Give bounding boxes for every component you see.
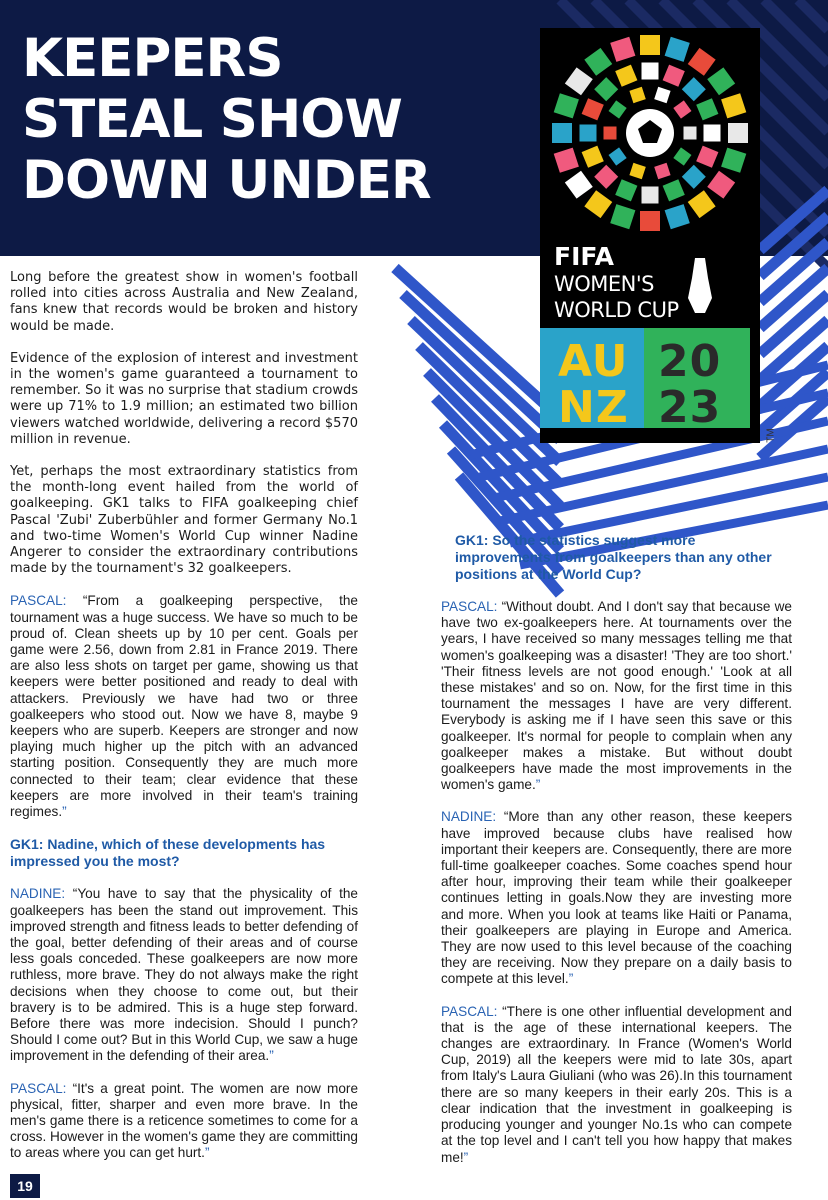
title-line: DOWN UNDER — [22, 150, 431, 211]
emblem-tile — [594, 77, 618, 101]
emblem-tile — [682, 77, 706, 101]
emblem-tile — [609, 147, 627, 165]
emblem-tile — [640, 211, 660, 231]
emblem-tile — [580, 125, 597, 142]
emblem-tile — [642, 187, 659, 204]
emblem-tile — [654, 163, 670, 179]
world-cup-logo — [540, 28, 760, 443]
speaker-label: PASCAL: — [441, 599, 498, 614]
emblem-tile — [673, 100, 691, 118]
emblem-tile — [663, 179, 685, 201]
trademark-mark: TM — [765, 428, 777, 443]
emblem-tile — [604, 127, 617, 140]
interview-question: GK1: So the statistics suggest more improvements from goalkeepers than any other positions at the World Cup? — [455, 532, 772, 582]
stripe — [764, 0, 828, 64]
emblem-tile — [552, 123, 572, 143]
interview-question: GK1: Nadine, which of these developments has impressed you the most? — [10, 836, 326, 870]
emblem-tile — [610, 204, 635, 229]
emblem-tile — [554, 93, 579, 118]
emblem-tile — [654, 87, 670, 103]
emblem-tile — [728, 123, 748, 143]
emblem-tile — [704, 125, 721, 142]
title-line: STEAL SHOW — [22, 89, 402, 150]
emblem-tile — [721, 93, 746, 118]
emblem-tile — [629, 163, 645, 179]
emblem-tile — [565, 171, 593, 199]
emblem-tile — [610, 37, 635, 62]
article-column-left — [10, 270, 358, 1178]
speaker-label: PASCAL: — [10, 1080, 67, 1096]
quote-text: “From a goalkeeping perspective, the tournament was a huge success. We have so much to be proud of. Clean sheets up by 10 per cent. Goals per game were 2.56, down from 2.81 in France 2019. There are also less shots on target per game, showing us that keepers were better positioned and ready to deal with attackers. Previously we have had two or three goalkeepers who stood out. Now we have 8, maybe 9 keepers who are superb. Keepers are stronger and now playing much higher up the pitch with an advanced starting position. Consequently they are much more connected to their team; clear evidence that these keepers are more involved in their team's training regimes. — [10, 593, 358, 820]
stripe — [395, 268, 560, 418]
quote-close: ” — [62, 804, 67, 820]
speaker-label: NADINE: — [10, 886, 66, 902]
emblem-tile — [665, 37, 690, 62]
emblem-tile — [684, 127, 697, 140]
quote-paragraph — [10, 593, 358, 820]
quote-text: “There is one other influential development and that is the age of these international keepers. The changes are extraordinary. In France (Women's World Cup, 2019) all the keepers were mid to late 30s, apart from Italy's Laura Giuliani (who was 26).In this tournament there are so many keepers in their early 20s. This is a clear indication that the investment in goalkeeping is producing younger and younger No.1s who can compete at the top level and I can't tell you how happy that makes me! — [441, 1003, 792, 1165]
emblem-tile — [665, 204, 690, 229]
emblem-tile — [707, 171, 735, 199]
intro-paragraph: Evidence of the explosion of interest and investment in the women's game guaranteed a tournament to remember. So it was no surprise that stadium crowds were up 71% to 1.9 million; an estimated two billion viewers watched worldwide, delivering a record $570 million in revenue. — [10, 350, 358, 447]
quote-close: ” — [568, 971, 574, 987]
emblem-tile — [594, 165, 618, 189]
emblem-tile — [673, 147, 691, 165]
logo-line: WORLD CUP — [554, 298, 679, 322]
quote-paragraph — [441, 599, 792, 793]
page-title — [22, 28, 431, 211]
emblem-tile — [565, 67, 593, 95]
logo-line: WOMEN'S — [554, 272, 654, 296]
quote-paragraph — [10, 1081, 358, 1162]
logo-year-top: 20 — [658, 336, 722, 387]
quote-paragraph — [441, 809, 792, 987]
article-column-right — [441, 532, 792, 1182]
emblem-tile — [721, 148, 746, 173]
emblem-tile — [584, 190, 612, 218]
quote-close: ” — [204, 1145, 210, 1161]
emblem-tile — [688, 48, 716, 76]
emblem-tile — [629, 87, 645, 103]
quote-text: “Without doubt. And I don't say that because we have two ex-goalkeepers here. At tournaments over the years, I have received so many messages telling me that women's goalkeeping was a disaster! 'They are too short.' 'Their fitness levels are not good enough.' 'Look at all these mistakes' and so on. Now, for the first time in this tournament the messages I have are very different. Everybody is asking me if I have seen this save or this goalkeeper. It's normal for people to complain when any goalkeeper makes a mistake. But without doubt goalkeepers have made the most improvements in the women's game. — [441, 599, 792, 793]
emblem-tile — [696, 98, 718, 120]
intro-paragraph: Long before the greatest show in women's football rolled into cities across Australia and New Zealand, fans knew that records would be broken and history would be made. — [10, 270, 358, 334]
emblem-tile — [688, 190, 716, 218]
quote-close: ” — [269, 1048, 274, 1064]
quote-text: “You have to say that the physicality of the goalkeepers has been the stand out improvement. This improved strength and fitness leads to better defending of the goal, better defending of their areas and of course less goals conceded. These goalkeepers are now more ruthless, more brave. They do not always make the right decisions when they choose to come out, but their bravery is to be admired. This is a huge step forward. Before there was more indecision. Should I punch? Should I come out? But in this World Cup, we saw a huge improvement in the defending of their area. — [10, 886, 358, 1064]
emblem-tile — [554, 148, 579, 173]
emblem-tile — [696, 146, 718, 168]
quote-close: ” — [463, 1149, 469, 1165]
quote-paragraph — [10, 886, 358, 1064]
logo-year-bottom: 23 — [658, 382, 722, 433]
speaker-label: NADINE: — [441, 809, 497, 825]
quote-text: “More than any other reason, these keepers have improved because clubs have realised how important their keepers are. Consequently, there are more full-time goalkeeper coaches. Some coaches spend hour after hour, improving their team while their goalkeeper continues letting in goals.Now they are investing more and more. When you look at teams like Haiti or Panama, their goalkeepers are playing in Europe and America. They are now used to this level because of the coaching they are receiving. Now they prepare on a daily basis to compete at this level. — [441, 809, 792, 987]
emblem-tile — [582, 146, 604, 168]
intro-paragraph: Yet, perhaps the most extraordinary statistics from the month-long event hailed from the world of goalkeeping. GK1 talks to FIFA goalkeeping chief Pascal 'Zubi' Zuberbühler and former Germany No.1 and two-time Women's World Cup winner Nadine Angerer to consider the extraordinary contributions made by the tournament's 32 goalkeepers. — [10, 464, 358, 577]
logo-nz: NZ — [558, 382, 629, 433]
emblem-tile — [663, 65, 685, 87]
emblem-tile — [707, 67, 735, 95]
speaker-label: PASCAL: — [441, 1003, 498, 1019]
emblem-tile — [584, 48, 612, 76]
quote-close: ” — [535, 777, 541, 793]
emblem-tile — [615, 179, 637, 201]
page-number: 19 — [10, 1174, 40, 1198]
emblem-tile — [640, 35, 660, 55]
emblem-tile — [642, 63, 659, 80]
title-line: KEEPERS — [22, 28, 283, 89]
stripe — [798, 0, 828, 30]
stripe — [403, 294, 560, 440]
quote-paragraph — [441, 1004, 792, 1166]
emblem-tile — [615, 65, 637, 87]
speaker-label: PASCAL: — [10, 593, 67, 609]
emblem-tile — [582, 98, 604, 120]
emblem-tile — [609, 100, 627, 118]
emblem-tile — [682, 165, 706, 189]
logo-au: AU — [558, 336, 629, 387]
logo-brand: FIFA — [554, 242, 614, 271]
quote-text: “It's a great point. The women are now more physical, fitter, sharper and even more brave. In the men's game there is a reticence sometimes to come for a cross. However in the women's game they are committing to areas where you can get hurt. — [10, 1080, 358, 1161]
